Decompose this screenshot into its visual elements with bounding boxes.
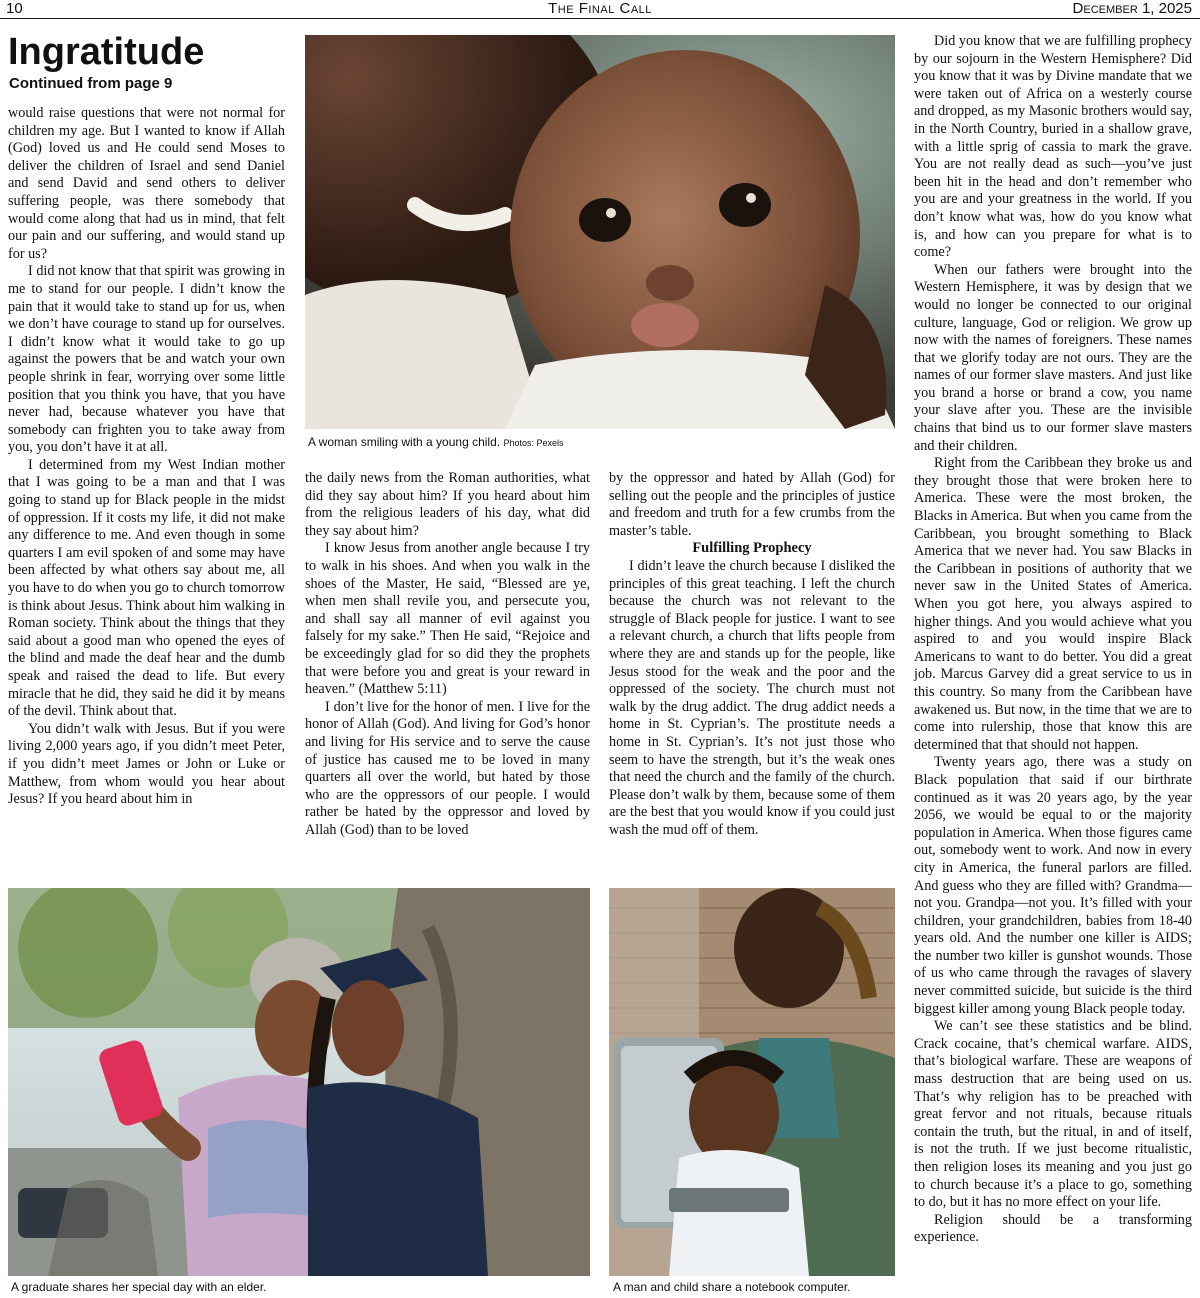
paragraph: I determined from my West Indian mother that I was going to be a man and that I was going to stand up for Black people in the midst of oppression. If it costs my life, it did not make any difference to me. And even though in some quarters I am evil spoken of and some may have been affected by what others say about me, all you have to do when you go to church tomorrow is think about Jesus. Think about him walking in Roman society. Think about the things that they said about a good man who opened the eyes of the blind and made the deaf hear and the dumb speak and raised the dead to life. But every miracle that he did, they said he did it by means of the devil. Think about that. (8, 456, 285, 720)
article-column-4 (914, 33, 1192, 1247)
photo-woman-child (305, 35, 895, 429)
paragraph: by the oppressor and hated by Allah (God) for selling out the people and the principles of justice and freedom and truth for a few crumbs from the master’s table. (609, 470, 895, 539)
paragraph: I don’t live for the honor of men. I live for the honor of Allah (God). And living for God’s honor and living for His service and to serve the cause of justice has caused me to be loved in many quarters all over the world, but hated by those who are the oppressors of our people. I would rather be hated by the oppressor and loved by Allah (God) than to be loved (305, 698, 590, 838)
article-column-1 (8, 105, 285, 809)
article-headline: Ingratitude (8, 31, 205, 73)
paragraph: We can’t see these statistics and be blind. Crack cocaine, that’s chemical warfare. AIDS, that’s biological warfare. These are weapons of mass destruction that are being used on us. That’s why religion has to be preached with great fervor and not rituals, because rituals contain the truth, but the ritual, in and of itself, is not the truth. If we just become ritualistic, then religion loses its meaning and you just go to church because it’s a place to go, something to do, but it has no more effect on your life. (914, 1018, 1192, 1211)
photo-caption-bottom-right: A man and child share a notebook computer. (613, 1280, 851, 1294)
photo-man-child-laptop (609, 888, 895, 1276)
paragraph: I know Jesus from another angle because I try to walk in his shoes. And when you walk in the shoes of the Master, He said, “Blessed are ye, when men shall revile you, and persecute you, and shall say all manner of evil against you falsely for my sake.” Then He said, “Rejoice and be exceedingly glad for so did they the prophets that were before you and great is your reward in heaven.” (Matthew 5:11) (305, 540, 590, 698)
paragraph: You didn’t walk with Jesus. But if you were living 2,000 years ago, if you didn’t meet Peter, if you didn’t meet James or John or Luke or Matthew, from whom would you hear about Jesus? If you heard about him in (8, 720, 285, 808)
article-column-3 (609, 470, 895, 839)
page-header (0, 0, 1200, 19)
article-column-2 (305, 470, 590, 839)
paragraph: Religion should be a transforming experience. (914, 1211, 1192, 1246)
photo-caption-top (308, 435, 563, 450)
paragraph: Did you know that we are fulfilling prophecy by our sojourn in the Western Hemisphere? Did you know that it was by Divine mandate that we were taken out of Africa on a westerly course and dropped, as my Masonic brothers would say, in the North Country, buried in a shallow grave, with a little sprig of cassia to mark the grave. You are not really dead as such—you’ve just been hit in the head and don’t remember who you are and your greatness in the world. If you don’t know what was, how do you know what is, and how can you prepare for what is to come? (914, 33, 1192, 261)
paragraph: Twenty years ago, there was a study on Black population that said if our birthrate continued as it was 20 years ago, by the year 2056, we would be equal to or the majority population in America. When those figures came out, somebody went to work. And now in every city in America, the funeral parlors are filled. And guess who they are filled with? Grandma—not you. Grandpa—not you. It’s filled with your children, your grandchildren, babies from 18-40 years old. And the number one killer is AIDS; the number two killer is gunshot wounds. Those of us who came through the ravages of slavery never committed suicide, but suicide is the third biggest killer among young Black people today. (914, 754, 1192, 1017)
subheading: Fulfilling Prophecy (692, 540, 812, 557)
issue-date: December 1, 2025 (1072, 0, 1192, 17)
paragraph: I did not know that that spirit was growing in me to stand for our people. I didn’t know the pain that it would take to stand up for us, when we don’t have courage to stand up for ourselves. I didn’t know what it would take to go up against the powers that be and watch your own people shrink in fear, worrying over some little position that you think you have, that you have never had, because whatever you have that somebody can frighten you to take away from you, you don’t have it at all. (8, 263, 285, 456)
photo-credit: Photos: Pexels (503, 438, 564, 448)
continued-from: Continued from page 9 (9, 75, 173, 92)
newspaper-name: The Final Call (548, 0, 652, 17)
photo-graduate-selfie (8, 888, 590, 1276)
photo-caption-bottom-left: A graduate shares her special day with an elder. (11, 1280, 267, 1294)
caption-text: A woman smiling with a young child. (308, 435, 501, 449)
paragraph: I didn’t leave the church because I disliked the principles of this great teaching. I left the church because the church was not relevant to the struggle of Black people for justice. I want to see a relevant church, a church that lifts people from where they are and stands up for the people, like Jesus stood for the weak and the poor and the oppressed of the society. The church must not walk by the drug addict. The drug addict needs a home in St. Cyprian’s. The prostitute needs a home in St. Cyprian’s. It’s not just those who seem to have the strength, but it’s the weak ones that need the church and the family of the church. Please don’t walk by them, because some of them are the best that you would know if you could just wash the mud off of them. (609, 557, 895, 838)
paragraph: Right from the Caribbean they broke us and they brought those that were broken here to America. These were the most broken, the Blacks in America. But when you came from the Caribbean, you brought something to Black America that we never had. You saw Blacks in the Caribbean in positions of authority that we never saw in the United States of America. When you got here, you always aspired to higher things. And you would achieve what you aspired to and you would inspire Black Americans to want to do better. You did a great job. Marcus Garvey did a great service to us in this country. So many from the Caribbean have awakened us. But now, in the time that we are to come into rulership, those that know this are determined that that should not happen. (914, 455, 1192, 753)
paragraph: the daily news from the Roman authorities, what did they say about him? If you heard about him from the religious leaders of his day, what did they say about him? (305, 470, 590, 539)
paragraph: When our fathers were brought into the Western Hemisphere, it was by design that we would no longer be connected to our original culture, language, God or religion. We grow up now with the names of foreigners. These names that we glorify today are not ours. They are the names of our former slave masters. And just like you brand a horse or brand a cow, you name your slave after you. These are the invisible chains that bind us to our former slave masters and their children. (914, 261, 1192, 454)
page-number: 10 (6, 0, 23, 17)
paragraph: would raise questions that were not normal for children my age. But I wanted to know if Allah (God) loved us and He could send Moses to deliver the children of Israel and send Daniel and send David and send others to deliver suffering people, was there somebody that would come along that had us in mind, that felt our pain and our suffering, and would stand up for us? (8, 105, 285, 262)
